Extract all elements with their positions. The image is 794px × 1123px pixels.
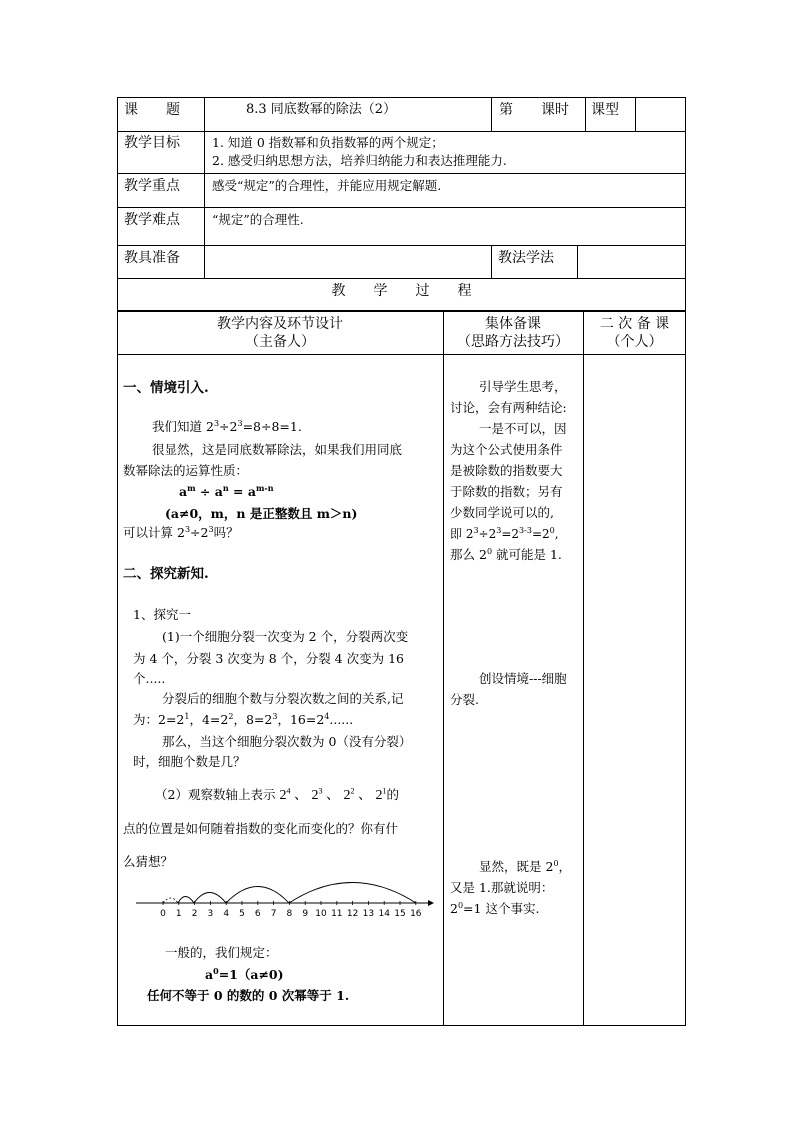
note-1-line-4: 为这个公式使用条件 — [450, 442, 563, 457]
type-label: 课型 — [591, 102, 619, 118]
rule-row4 — [117, 245, 686, 246]
rule-method-col-a — [491, 245, 492, 278]
arc-0-1 — [163, 898, 178, 903]
rule-row5 — [117, 278, 686, 279]
tools-label: 教具准备 — [124, 250, 180, 266]
axis-tick-label: 4 — [223, 909, 230, 919]
rule-row2 — [117, 173, 686, 174]
explore-1-line-3: 个..... — [133, 671, 166, 686]
explore-1-line-6: 那么，当这个细胞分裂次数为 0（没有分裂） — [162, 734, 412, 749]
axis-tick-label: 12 — [346, 909, 359, 919]
note-1-line-5: 是被除数的指数要大 — [450, 463, 563, 478]
key-value: 感受“规定”的合理性，并能应用规定解题. — [212, 178, 442, 193]
axis-tick-label: 5 — [239, 909, 245, 919]
explore-1-line-1: (1)一个细胞分裂一次变为 2 个，分裂两次变 — [162, 629, 409, 644]
explore-2-line-2: 点的位置是如何随着指数的变化而变化的？你有什 — [123, 821, 399, 836]
difficulty-label: 教学难点 — [124, 212, 180, 228]
axis-tick-label: 16 — [410, 909, 422, 919]
section-1-line-1: 我们知道 $2^3\div 2^3=8\div 8=1$. — [152, 418, 302, 434]
section-2-title: 二、探究新知. — [123, 566, 209, 582]
rule-lesson-col — [491, 97, 492, 131]
note-1-line-6: 于除数的指数；另有 — [450, 484, 563, 499]
axis-tick-label: 6 — [254, 909, 261, 919]
note-1-line-2: 讨论，会有两种结论: — [450, 400, 567, 415]
col-personal-sub: （个人） — [606, 334, 663, 350]
col-collective-title: 集体备课 — [485, 316, 541, 332]
general-line-1: 一般的，我们规定： — [165, 945, 278, 960]
rule-type-value-col — [635, 97, 636, 131]
lesson-label: 第 课时 — [499, 102, 569, 118]
rule-row1 — [117, 131, 686, 132]
col-personal-title: 二 次 备 课 — [599, 316, 670, 332]
explore-1-line-5: 为：$2=2^1$，$4=2^2$，$8=2^3$，$16=2^4$...... — [133, 711, 354, 727]
rule-type-col — [585, 97, 586, 131]
axis-tick-label: 9 — [302, 909, 309, 919]
rule-method-col-b — [577, 245, 578, 278]
rule-row3 — [117, 207, 686, 208]
axis-tick-label: 7 — [270, 909, 277, 919]
rule-col-collective — [583, 311, 584, 1026]
rule-label-col — [204, 97, 205, 278]
explore-1-line-7: 时，细胞个数是几？ — [133, 754, 246, 769]
topic-value: 8.3 同底数幂的除法（2） — [246, 102, 397, 117]
note-1-line-9: 那么 $2^0$ 就可能是 1. — [450, 546, 562, 562]
explore-1-line-4: 分裂后的细胞个数与分裂次数之间的关系,记 — [162, 691, 404, 706]
explore-2-line-3: 么猜想？ — [123, 854, 174, 869]
axis-tick-label: 15 — [394, 909, 406, 919]
section-1-line-2: 很显然，这是同底数幂除法，如果我们用同底 — [152, 442, 403, 457]
axis-tick-label: 14 — [378, 909, 390, 919]
number-line — [132, 876, 438, 922]
arc-4-8 — [226, 887, 289, 904]
general-rule: $a^0=1(a\ne 0)$ — [205, 965, 284, 982]
explore-2-line-1: （2）观察数轴上表示 $2^4$ 、 $2^3$ 、 $2^2$ 、 $2^1$的 — [155, 786, 399, 803]
axis-tick-label: 3 — [207, 909, 214, 919]
axis-tick-label: 10 — [315, 909, 327, 919]
section-1-title: 一、情境引入. — [123, 380, 209, 396]
note-3-line-3: $2^0=1$ 这个事实. — [450, 900, 540, 916]
note-3-line-1: 显然，既是 $2^0$， — [479, 858, 572, 874]
note-1-line-3: 一是不可以，因 — [479, 421, 567, 436]
general-conclusion: 任何不等于 0 的数的 0 次幂等于 1. — [147, 988, 350, 1003]
rule-col-header-bottom — [117, 354, 686, 355]
arc-1-2 — [178, 897, 194, 904]
axis-tick-label: 0 — [160, 909, 166, 919]
col-main-title: 教学内容及环节设计 — [217, 316, 343, 332]
goal-1: 1. 知道 0 指数幂和负指数幂的两个规定； — [212, 135, 444, 150]
process-title: 教 学 过 程 — [331, 283, 472, 299]
explore-title: 1、探究一 — [133, 607, 191, 622]
division-rule: $a^m \div a^n = a^{m-n}$ — [179, 482, 274, 499]
note-1-line-8: 即 $2^3\div 2^3=2^{3-3}=2^0$, — [450, 526, 559, 541]
axis-tick-label: 8 — [286, 909, 293, 919]
axis-arrow — [428, 900, 434, 906]
note-2-line-2: 分裂. — [450, 692, 479, 707]
section-1-line-3: 数幂除法的运算性质： — [123, 463, 249, 478]
section-1-question: 可以计算 $2^3\div 2^3$吗？ — [123, 524, 239, 540]
method-label: 教法学法 — [498, 250, 554, 266]
rule-col-main — [443, 311, 444, 1026]
axis-tick-label: 1 — [175, 909, 182, 919]
arc-8-16 — [289, 883, 416, 904]
note-3-line-2: 又是 1.那就说明： — [450, 880, 554, 895]
note-1-line-7: 少数同学说可以的, — [450, 505, 554, 520]
axis-tick-label: 2 — [191, 909, 198, 919]
axis-tick-label: 11 — [331, 909, 343, 919]
division-rule-condition: (a≠0，m，n 是正整数且 m＞n) — [165, 506, 358, 521]
axis-tick-label: 13 — [362, 909, 375, 919]
explore-1-line-2: 为 4 个，分裂 3 次变为 8 个，分裂 4 次变为 16 — [133, 651, 404, 666]
note-2-line-1: 创设情境---细胞 — [479, 671, 567, 686]
col-collective-sub: （思路方法技巧） — [457, 334, 569, 350]
key-label: 教学重点 — [124, 178, 180, 194]
note-1-line-1: 引导学生思考， — [479, 379, 567, 394]
goal-2: 2. 感受归纳思想方法，培养归纳能力和表达推理能力. — [212, 153, 507, 168]
difficulty-value: “规定”的合理性. — [212, 212, 304, 227]
topic-label: 课 题 — [124, 102, 180, 118]
goal-label: 教学目标 — [124, 135, 180, 151]
col-main-sub: （主备人） — [245, 334, 315, 350]
